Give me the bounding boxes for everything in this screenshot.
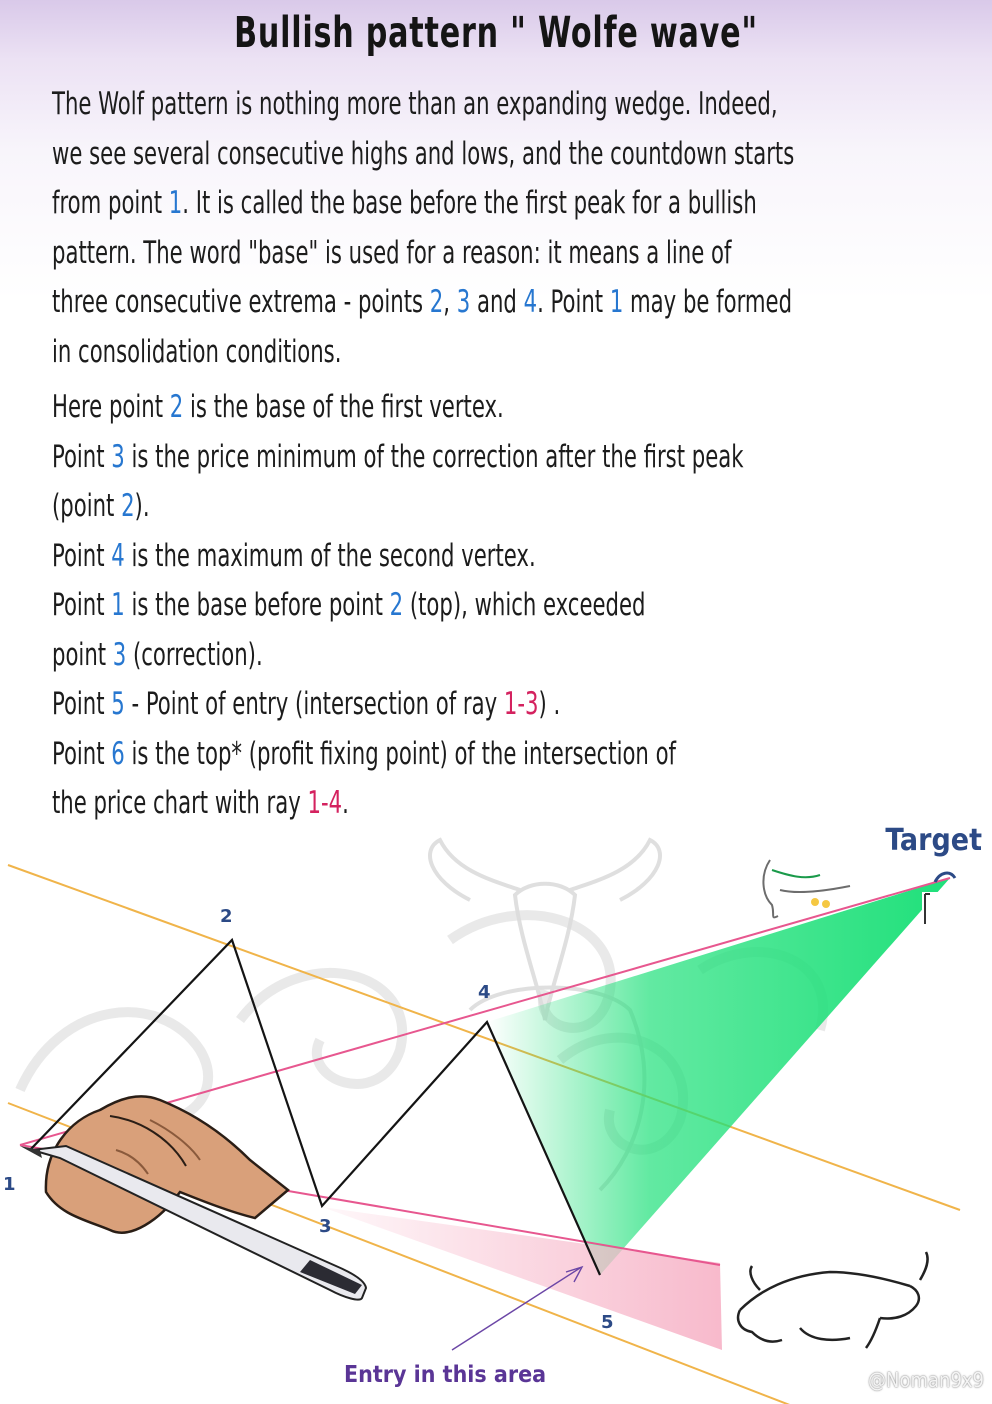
bull-rider-sketch [763, 860, 850, 917]
points-description-line-4 [52, 538, 536, 574]
points-description-text-segment: is the base of the first vertex. [183, 389, 504, 425]
points-description-text-segment: 3 [111, 438, 125, 475]
points-description-text-segment: 2 [121, 488, 135, 524]
intro-paragraph-text-segment: The Wolf pattern is nothing more than an expanding wedge. Indeed, [52, 86, 778, 122]
points-description-line-1 [52, 389, 504, 425]
points-description-text-segment: is the top* (profit fixing point) of the intersection of [124, 735, 677, 772]
intro-paragraph-text-segment: pattern. The word "base" is used for a reason: it means a line of [52, 234, 732, 271]
points-description-line-5 [52, 587, 646, 623]
point-4-label: 4 [478, 982, 491, 1003]
points-description-text-segment: Point [52, 537, 112, 574]
intro-paragraph-text-segment: 1 [168, 185, 183, 221]
points-description-text-segment: 1-4 [307, 785, 343, 821]
points-description-text-segment: Point [52, 587, 112, 623]
points-description-text-segment: - Point of entry (intersection of ray [124, 686, 504, 722]
points-description-line-7 [52, 686, 560, 722]
points-description-text-segment: is the base before point [124, 587, 390, 623]
charging-bull-sketch [738, 1252, 928, 1348]
points-description-text-segment: 1-3 [503, 686, 539, 722]
intro-paragraph-line-2 [52, 136, 794, 172]
intro-paragraph-text-segment: 3 [456, 284, 471, 320]
intro-paragraph-text-segment: . Point [537, 284, 610, 320]
entry-pink-area [322, 1207, 722, 1350]
intro-paragraph-text-segment: three consecutive extrema - points [52, 284, 430, 320]
points-description-text-segment: ) . [538, 686, 561, 722]
intro-paragraph-line-4 [52, 235, 731, 271]
intro-paragraph-line-5 [52, 284, 792, 320]
intro-paragraph-line-1 [52, 86, 778, 122]
intro-paragraph-text-segment: 1 [609, 284, 624, 320]
points-description-text-segment: Here point [52, 389, 170, 425]
watermark: @Noman9x9 [868, 1368, 984, 1392]
points-description-text-segment: (correction). [126, 636, 263, 673]
intro-paragraph-text-segment: and [470, 284, 524, 320]
target-label: Target [885, 823, 982, 858]
intro-paragraph-text-segment: , [443, 284, 457, 320]
intro-paragraph-text-segment: from point [52, 185, 169, 221]
intro-paragraph-text-segment: in consolidation conditions. [52, 333, 342, 370]
points-description-text-segment: is the maximum of the second vertex. [124, 537, 536, 574]
points-description-text-segment: Point [52, 735, 112, 772]
point-2-label: 2 [220, 906, 233, 927]
points-description-text-segment: . [342, 785, 349, 821]
entry-area-label: Entry in this area [344, 1362, 547, 1388]
wolfe-wave-diagram [0, 820, 992, 1404]
intro-paragraph-text-segment: we see several consecutive highs and lows, and the countdown starts [52, 135, 795, 172]
target-green-area [487, 878, 950, 1275]
points-description-text-segment: is the price minimum of the correction after the first peak [124, 438, 744, 475]
points-description-text-segment: (point [52, 488, 122, 524]
points-description-text-segment: Point [52, 686, 112, 722]
points-description-line-9 [52, 785, 349, 821]
points-description-text-segment: 6 [111, 735, 125, 772]
points-description-text-segment: the price chart with ray [52, 785, 308, 821]
point-1-label: 1 [3, 1174, 16, 1195]
points-description-text-segment: 2 [169, 389, 184, 425]
point-3-label: 3 [319, 1216, 332, 1237]
points-description-text-segment: 1 [111, 587, 125, 623]
points-description-text-segment: ). [134, 488, 150, 524]
intro-paragraph-line-3 [52, 185, 757, 221]
intro-paragraph-text-segment: may be formed [623, 284, 793, 320]
points-description-text-segment: 4 [111, 537, 125, 574]
points-description-text-segment: point [52, 636, 113, 673]
points-description-text-segment: 3 [112, 636, 127, 673]
intro-paragraph-text-segment: 4 [523, 284, 538, 320]
points-description-line-6 [52, 637, 263, 673]
page-title: Bullish pattern " Wolfe wave" [234, 8, 758, 58]
intro-paragraph-line-6 [52, 334, 341, 370]
points-description-text-segment: Point [52, 438, 112, 475]
points-description-text-segment: 2 [389, 587, 404, 623]
points-description-line-2 [52, 439, 744, 475]
hand-pen-illustration [20, 1096, 366, 1299]
points-description-text-segment: 5 [111, 686, 125, 722]
intro-paragraph-text-segment: . It is called the base before the first peak for a bullish [182, 185, 757, 221]
intro-paragraph-text-segment: 2 [429, 284, 444, 320]
points-description-text-segment: (top), which exceeded [403, 587, 646, 623]
entry-arrow [452, 1267, 582, 1350]
point-5-label: 5 [601, 1312, 614, 1333]
points-description-line-8 [52, 736, 676, 772]
points-description-line-3 [52, 488, 150, 524]
